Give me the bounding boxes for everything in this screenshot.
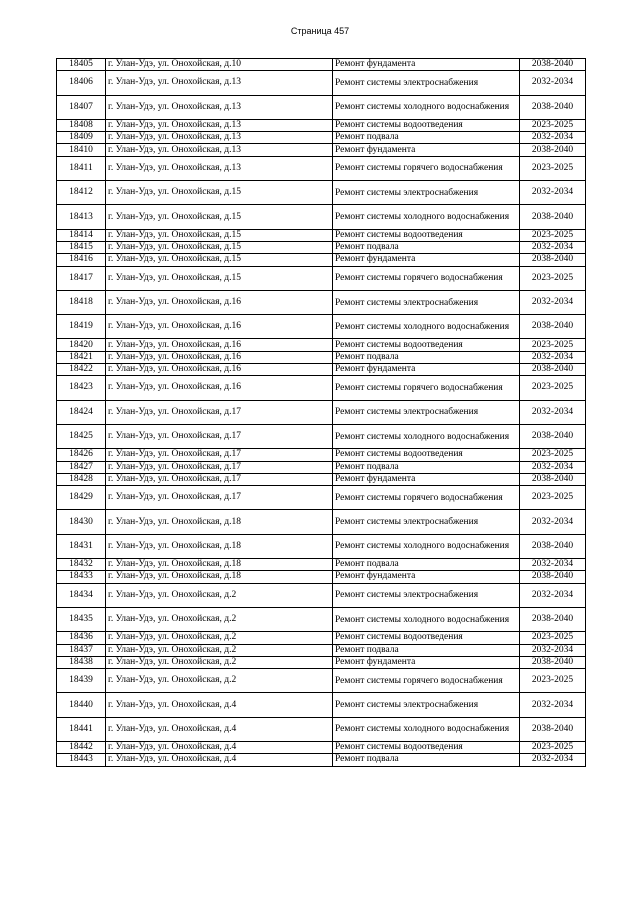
work-type-cell: Ремонт системы электроснабжения — [333, 583, 520, 607]
address-cell: г. Улан-Удэ, ул. Онохойская, д.16 — [106, 339, 333, 351]
address-cell: г. Улан-Удэ, ул. Онохойская, д.4 — [106, 693, 333, 717]
address-cell: г. Улан-Удэ, ул. Онохойская, д.4 — [106, 717, 333, 741]
period-cell: 2038-2040 — [520, 656, 586, 668]
address-cell: г. Улан-Удэ, ул. Онохойская, д.15 — [106, 254, 333, 266]
work-type-cell: Ремонт системы электроснабжения — [333, 400, 520, 424]
table-body — [57, 59, 586, 767]
work-type-cell: Ремонт системы электроснабжения — [333, 290, 520, 314]
period-cell: 2032-2034 — [520, 461, 586, 473]
period-cell: 2038-2040 — [520, 205, 586, 229]
address-cell: г. Улан-Удэ, ул. Онохойская, д.15 — [106, 181, 333, 205]
period-cell: 2032-2034 — [520, 583, 586, 607]
table-row — [57, 351, 586, 363]
period-cell: 2038-2040 — [520, 473, 586, 485]
work-type-cell: Ремонт системы водоотведения — [333, 449, 520, 461]
row-number-cell: 18420 — [57, 339, 106, 351]
table-row — [57, 717, 586, 741]
period-cell: 2023-2025 — [520, 339, 586, 351]
address-cell: г. Улан-Удэ, ул. Онохойская, д.18 — [106, 534, 333, 558]
period-cell: 2038-2040 — [520, 717, 586, 741]
address-cell: г. Улан-Удэ, ул. Онохойская, д.18 — [106, 571, 333, 583]
period-cell: 2038-2040 — [520, 315, 586, 339]
work-type-cell: Ремонт системы холодного водоснабжения — [333, 315, 520, 339]
address-cell: г. Улан-Удэ, ул. Онохойская, д.13 — [106, 156, 333, 180]
row-number-cell: 18424 — [57, 400, 106, 424]
row-number-cell: 18435 — [57, 607, 106, 631]
table-row — [57, 132, 586, 144]
work-type-cell: Ремонт системы электроснабжения — [333, 181, 520, 205]
period-cell: 2032-2034 — [520, 71, 586, 95]
table-row — [57, 644, 586, 656]
table-row — [57, 754, 586, 766]
row-number-cell: 18407 — [57, 95, 106, 119]
address-cell: г. Улан-Удэ, ул. Онохойская, д.4 — [106, 741, 333, 753]
period-cell: 2038-2040 — [520, 364, 586, 376]
period-cell: 2032-2034 — [520, 510, 586, 534]
address-cell: г. Улан-Удэ, ул. Онохойская, д.16 — [106, 290, 333, 314]
table-row — [57, 376, 586, 400]
table-row — [57, 534, 586, 558]
work-type-cell: Ремонт фундамента — [333, 59, 520, 71]
row-number-cell: 18408 — [57, 119, 106, 131]
row-number-cell: 18418 — [57, 290, 106, 314]
work-type-cell: Ремонт системы холодного водоснабжения — [333, 95, 520, 119]
row-number-cell: 18416 — [57, 254, 106, 266]
table-row — [57, 741, 586, 753]
table-row — [57, 181, 586, 205]
row-number-cell: 18434 — [57, 583, 106, 607]
work-type-cell: Ремонт подвала — [333, 461, 520, 473]
work-type-cell: Ремонт фундамента — [333, 656, 520, 668]
work-type-cell: Ремонт системы горячего водоснабжения — [333, 669, 520, 693]
row-number-cell: 18426 — [57, 449, 106, 461]
row-number-cell: 18423 — [57, 376, 106, 400]
work-type-cell: Ремонт системы холодного водоснабжения — [333, 717, 520, 741]
table-row — [57, 241, 586, 253]
address-cell: г. Улан-Удэ, ул. Онохойская, д.2 — [106, 669, 333, 693]
table-row — [57, 156, 586, 180]
table-row — [57, 583, 586, 607]
row-number-cell: 18421 — [57, 351, 106, 363]
row-number-cell: 18411 — [57, 156, 106, 180]
work-type-cell: Ремонт системы горячего водоснабжения — [333, 156, 520, 180]
work-type-cell: Ремонт системы холодного водоснабжения — [333, 424, 520, 448]
address-cell: г. Улан-Удэ, ул. Онохойская, д.13 — [106, 144, 333, 156]
period-cell: 2023-2025 — [520, 669, 586, 693]
row-number-cell: 18425 — [57, 424, 106, 448]
period-cell: 2032-2034 — [520, 559, 586, 571]
period-cell: 2038-2040 — [520, 254, 586, 266]
table-row — [57, 424, 586, 448]
period-cell: 2023-2025 — [520, 449, 586, 461]
address-cell: г. Улан-Удэ, ул. Онохойская, д.2 — [106, 644, 333, 656]
table-row — [57, 254, 586, 266]
address-cell: г. Улан-Удэ, ул. Онохойская, д.17 — [106, 473, 333, 485]
table-row — [57, 607, 586, 631]
row-number-cell: 18431 — [57, 534, 106, 558]
row-number-cell: 18436 — [57, 632, 106, 644]
row-number-cell: 18419 — [57, 315, 106, 339]
row-number-cell: 18409 — [57, 132, 106, 144]
row-number-cell: 18405 — [57, 59, 106, 71]
row-number-cell: 18414 — [57, 229, 106, 241]
table-row — [57, 461, 586, 473]
period-cell: 2023-2025 — [520, 741, 586, 753]
row-number-cell: 18429 — [57, 486, 106, 510]
table-row — [57, 473, 586, 485]
address-cell: г. Улан-Удэ, ул. Онохойская, д.2 — [106, 607, 333, 631]
address-cell: г. Улан-Удэ, ул. Онохойская, д.16 — [106, 376, 333, 400]
address-cell: г. Улан-Удэ, ул. Онохойская, д.2 — [106, 656, 333, 668]
work-type-cell: Ремонт подвала — [333, 559, 520, 571]
table-row — [57, 669, 586, 693]
work-type-cell: Ремонт системы водоотведения — [333, 632, 520, 644]
period-cell: 2023-2025 — [520, 266, 586, 290]
work-type-cell: Ремонт фундамента — [333, 144, 520, 156]
work-type-cell: Ремонт системы водоотведения — [333, 339, 520, 351]
table-row — [57, 205, 586, 229]
address-cell: г. Улан-Удэ, ул. Онохойская, д.17 — [106, 424, 333, 448]
table-row — [57, 339, 586, 351]
address-cell: г. Улан-Удэ, ул. Онохойская, д.13 — [106, 119, 333, 131]
work-type-cell: Ремонт фундамента — [333, 473, 520, 485]
row-number-cell: 18443 — [57, 754, 106, 766]
period-cell: 2032-2034 — [520, 693, 586, 717]
table-row — [57, 315, 586, 339]
period-cell: 2023-2025 — [520, 376, 586, 400]
period-cell: 2023-2025 — [520, 156, 586, 180]
row-number-cell: 18415 — [57, 241, 106, 253]
row-number-cell: 18413 — [57, 205, 106, 229]
work-type-cell: Ремонт системы холодного водоснабжения — [333, 205, 520, 229]
row-number-cell: 18441 — [57, 717, 106, 741]
period-cell: 2032-2034 — [520, 400, 586, 424]
row-number-cell: 18430 — [57, 510, 106, 534]
table-row — [57, 571, 586, 583]
work-type-cell: Ремонт системы электроснабжения — [333, 71, 520, 95]
period-cell: 2032-2034 — [520, 181, 586, 205]
table-row — [57, 486, 586, 510]
address-cell: г. Улан-Удэ, ул. Онохойская, д.17 — [106, 449, 333, 461]
work-type-cell: Ремонт системы водоотведения — [333, 741, 520, 753]
work-type-cell: Ремонт фундамента — [333, 254, 520, 266]
table-row — [57, 693, 586, 717]
work-type-cell: Ремонт системы электроснабжения — [333, 693, 520, 717]
work-type-cell: Ремонт подвала — [333, 351, 520, 363]
work-type-cell: Ремонт подвала — [333, 241, 520, 253]
table-row — [57, 632, 586, 644]
row-number-cell: 18439 — [57, 669, 106, 693]
table-row — [57, 229, 586, 241]
table-row — [57, 266, 586, 290]
address-cell: г. Улан-Удэ, ул. Онохойская, д.4 — [106, 754, 333, 766]
address-cell: г. Улан-Удэ, ул. Онохойская, д.15 — [106, 205, 333, 229]
repair-schedule-table — [56, 58, 586, 767]
address-cell: г. Улан-Удэ, ул. Онохойская, д.16 — [106, 364, 333, 376]
address-cell: г. Улан-Удэ, ул. Онохойская, д.16 — [106, 315, 333, 339]
table-row — [57, 59, 586, 71]
row-number-cell: 18412 — [57, 181, 106, 205]
period-cell: 2032-2034 — [520, 132, 586, 144]
period-cell: 2038-2040 — [520, 59, 586, 71]
row-number-cell: 18440 — [57, 693, 106, 717]
address-cell: г. Улан-Удэ, ул. Онохойская, д.2 — [106, 632, 333, 644]
row-number-cell: 18410 — [57, 144, 106, 156]
address-cell: г. Улан-Удэ, ул. Онохойская, д.10 — [106, 59, 333, 71]
row-number-cell: 18428 — [57, 473, 106, 485]
table-row — [57, 144, 586, 156]
work-type-cell: Ремонт системы горячего водоснабжения — [333, 486, 520, 510]
address-cell: г. Улан-Удэ, ул. Онохойская, д.13 — [106, 71, 333, 95]
address-cell: г. Улан-Удэ, ул. Онохойская, д.18 — [106, 510, 333, 534]
page-number-header: Страница 457 — [290, 26, 350, 36]
work-type-cell: Ремонт подвала — [333, 644, 520, 656]
row-number-cell: 18433 — [57, 571, 106, 583]
period-cell: 2038-2040 — [520, 571, 586, 583]
period-cell: 2038-2040 — [520, 144, 586, 156]
address-cell: г. Улан-Удэ, ул. Онохойская, д.15 — [106, 266, 333, 290]
work-type-cell: Ремонт системы холодного водоснабжения — [333, 607, 520, 631]
work-type-cell: Ремонт системы электроснабжения — [333, 510, 520, 534]
work-type-cell: Ремонт системы водоотведения — [333, 119, 520, 131]
table-row — [57, 364, 586, 376]
table-row — [57, 290, 586, 314]
table-row — [57, 95, 586, 119]
period-cell: 2023-2025 — [520, 632, 586, 644]
period-cell: 2038-2040 — [520, 424, 586, 448]
table-row — [57, 656, 586, 668]
address-cell: г. Улан-Удэ, ул. Онохойская, д.18 — [106, 559, 333, 571]
table-row — [57, 449, 586, 461]
period-cell: 2023-2025 — [520, 119, 586, 131]
row-number-cell: 18427 — [57, 461, 106, 473]
period-cell: 2032-2034 — [520, 754, 586, 766]
work-type-cell: Ремонт системы холодного водоснабжения — [333, 534, 520, 558]
address-cell: г. Улан-Удэ, ул. Онохойская, д.13 — [106, 95, 333, 119]
table-row — [57, 71, 586, 95]
row-number-cell: 18437 — [57, 644, 106, 656]
period-cell: 2032-2034 — [520, 241, 586, 253]
work-type-cell: Ремонт фундамента — [333, 364, 520, 376]
work-type-cell: Ремонт подвала — [333, 754, 520, 766]
address-cell: г. Улан-Удэ, ул. Онохойская, д.17 — [106, 400, 333, 424]
work-type-cell: Ремонт системы горячего водоснабжения — [333, 376, 520, 400]
row-number-cell: 18417 — [57, 266, 106, 290]
row-number-cell: 18438 — [57, 656, 106, 668]
row-number-cell: 18406 — [57, 71, 106, 95]
table-row — [57, 119, 586, 131]
work-type-cell: Ремонт подвала — [333, 132, 520, 144]
row-number-cell: 18442 — [57, 741, 106, 753]
period-cell: 2032-2034 — [520, 644, 586, 656]
period-cell: 2023-2025 — [520, 229, 586, 241]
row-number-cell: 18432 — [57, 559, 106, 571]
period-cell: 2032-2034 — [520, 290, 586, 314]
work-type-cell: Ремонт системы водоотведения — [333, 229, 520, 241]
period-cell: 2032-2034 — [520, 351, 586, 363]
address-cell: г. Улан-Удэ, ул. Онохойская, д.17 — [106, 486, 333, 510]
address-cell: г. Улан-Удэ, ул. Онохойская, д.15 — [106, 229, 333, 241]
work-type-cell: Ремонт системы горячего водоснабжения — [333, 266, 520, 290]
table-row — [57, 559, 586, 571]
period-cell: 2038-2040 — [520, 534, 586, 558]
address-cell: г. Улан-Удэ, ул. Онохойская, д.2 — [106, 583, 333, 607]
work-type-cell: Ремонт фундамента — [333, 571, 520, 583]
address-cell: г. Улан-Удэ, ул. Онохойская, д.17 — [106, 461, 333, 473]
period-cell: 2038-2040 — [520, 607, 586, 631]
table-row — [57, 400, 586, 424]
table-row — [57, 510, 586, 534]
period-cell: 2023-2025 — [520, 486, 586, 510]
address-cell: г. Улан-Удэ, ул. Онохойская, д.13 — [106, 132, 333, 144]
address-cell: г. Улан-Удэ, ул. Онохойская, д.16 — [106, 351, 333, 363]
row-number-cell: 18422 — [57, 364, 106, 376]
period-cell: 2038-2040 — [520, 95, 586, 119]
address-cell: г. Улан-Удэ, ул. Онохойская, д.15 — [106, 241, 333, 253]
